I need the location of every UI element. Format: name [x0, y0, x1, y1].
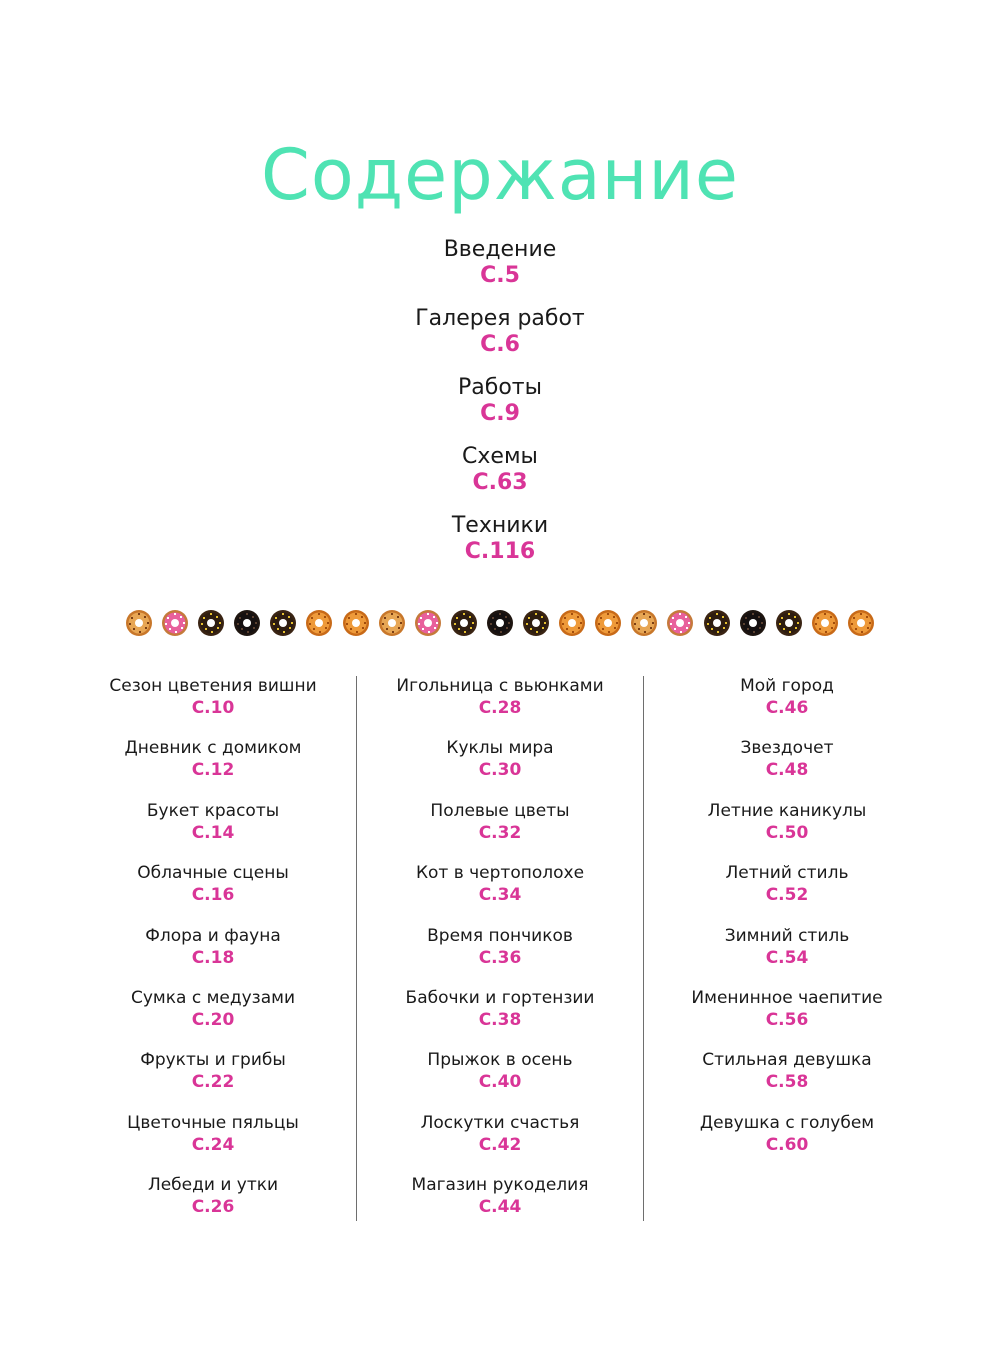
toc-entry-page: С.20	[191, 1009, 235, 1030]
toc-entry[interactable]	[644, 926, 930, 988]
toc-entry-page: С.52	[765, 885, 809, 906]
toc-entry-gallery[interactable]	[0, 305, 1000, 374]
toc-entry-title: Фрукты и грибы	[140, 1050, 286, 1071]
toc-entry-title: Сезон цветения вишни	[109, 676, 317, 696]
donut-icon	[594, 609, 622, 637]
toc-entry-page: С.28	[478, 698, 522, 718]
toc-entry-page: С.22	[191, 1072, 235, 1093]
toc-entry-page: С.26	[191, 1197, 235, 1218]
toc-entry-title: Букет красоты	[146, 800, 280, 821]
toc-entry-page: С.42	[478, 1134, 522, 1155]
donut-icon	[486, 609, 514, 637]
donut-icon	[125, 609, 153, 637]
toc-entry[interactable]	[644, 1113, 930, 1175]
toc-entry-title: Введение	[443, 237, 557, 262]
toc-entry-title: Мой город	[740, 676, 834, 696]
toc-entry-title: Лоскутки счастья	[420, 1112, 580, 1133]
toc-entry-page: С.24	[191, 1134, 235, 1155]
toc-entry[interactable]	[70, 676, 356, 738]
toc-entry[interactable]	[357, 1050, 643, 1112]
toc-entry-title: Схемы	[462, 444, 538, 469]
toc-columns	[70, 676, 930, 1221]
donut-icon	[342, 609, 370, 637]
toc-entry-techniques[interactable]	[0, 512, 1000, 581]
toc-entry-title: Сумка с медузами	[130, 987, 296, 1008]
toc-entry-page: С.38	[478, 1009, 522, 1030]
toc-entry[interactable]	[644, 738, 930, 800]
toc-entry-title: Кот в чертополохе	[415, 863, 585, 884]
toc-entry-title: Галерея работ	[415, 306, 585, 331]
donut-icon	[811, 609, 839, 637]
toc-entry-page: С.18	[191, 947, 235, 968]
page-title: Содержание	[261, 134, 739, 216]
toc-entry-page: С.10	[191, 698, 235, 718]
toc-entry[interactable]	[357, 863, 643, 925]
toc-entry[interactable]	[357, 988, 643, 1050]
toc-entry-page: С.54	[765, 947, 809, 968]
toc-entry[interactable]	[644, 988, 930, 1050]
donut-icon	[739, 609, 767, 637]
toc-entry[interactable]	[644, 801, 930, 863]
toc-entry-title: Дневник с домиком	[124, 738, 302, 759]
toc-entry-page: С.14	[191, 822, 235, 843]
toc-entry-title: Звездочет	[740, 738, 834, 759]
toc-entry-page: С.60	[765, 1134, 809, 1155]
toc-entry[interactable]	[644, 863, 930, 925]
toc-entry-works[interactable]	[0, 374, 1000, 443]
toc-entry-page: С.63	[472, 470, 528, 495]
toc-entry-title: Именинное чаепитие	[691, 987, 883, 1008]
toc-entry-title: Куклы мира	[446, 738, 554, 759]
toc-entry-page: С.36	[478, 947, 522, 968]
toc-entry-title: Магазин рукоделия	[411, 1175, 589, 1196]
toc-entry-schemes[interactable]	[0, 443, 1000, 512]
toc-entry[interactable]	[70, 738, 356, 800]
donut-icon	[414, 609, 442, 637]
donut-icon	[161, 609, 189, 637]
donut-icon	[450, 609, 478, 637]
toc-entry-title: Летние каникулы	[707, 800, 867, 821]
toc-entry-title: Летний стиль	[725, 863, 849, 884]
toc-entry-title: Лебеди и утки	[147, 1175, 279, 1196]
toc-entry[interactable]	[70, 801, 356, 863]
toc-entry-page: С.50	[765, 822, 809, 843]
toc-entry-title: Зимний стиль	[724, 925, 850, 946]
toc-entry[interactable]	[644, 676, 930, 738]
toc-entry-title: Прыжок в осень	[427, 1050, 573, 1071]
donut-icon	[197, 609, 225, 637]
toc-entry-page: С.6	[480, 332, 520, 357]
toc-entry[interactable]	[70, 863, 356, 925]
toc-entry-title: Цветочные пяльцы	[127, 1112, 299, 1133]
toc-entry[interactable]	[70, 1113, 356, 1175]
toc-column-right	[643, 676, 930, 1221]
toc-entry-title: Игольница с вьюнками	[396, 676, 604, 696]
donut-icon	[558, 609, 586, 637]
donut-divider	[125, 606, 875, 640]
toc-entry[interactable]	[70, 1050, 356, 1112]
toc-entry-page: С.30	[478, 760, 522, 781]
toc-entry-title: Работы	[458, 375, 542, 400]
toc-column-middle	[356, 676, 643, 1221]
donut-icon	[666, 609, 694, 637]
donut-icon	[522, 609, 550, 637]
toc-entry-title: Техники	[451, 513, 549, 538]
toc-entry-page: С.16	[191, 885, 235, 906]
donut-icon	[305, 609, 333, 637]
toc-entry[interactable]	[357, 926, 643, 988]
toc-entry-title: Полевые цветы	[430, 800, 570, 821]
toc-entry-introduction[interactable]	[0, 236, 1000, 305]
toc-entry-title: Облачные сцены	[137, 863, 289, 884]
toc-entry-page: С.40	[478, 1072, 522, 1093]
donut-icon	[269, 609, 297, 637]
toc-entry[interactable]	[70, 926, 356, 988]
toc-entry-title: Девушка с голубем	[699, 1112, 875, 1133]
toc-entry-page: С.46	[765, 698, 809, 718]
toc-entry[interactable]	[357, 738, 643, 800]
donut-icon	[847, 609, 875, 637]
toc-entry-page: С.56	[765, 1009, 809, 1030]
toc-entry[interactable]	[357, 676, 643, 738]
toc-entry-page: С.116	[464, 539, 536, 564]
donut-icon	[775, 609, 803, 637]
toc-entry[interactable]	[357, 1113, 643, 1175]
toc-entry[interactable]	[357, 801, 643, 863]
donut-icon	[233, 609, 261, 637]
toc-entry-page: С.44	[478, 1197, 522, 1218]
toc-entry-page: С.32	[478, 822, 522, 843]
toc-entry-page: С.9	[480, 401, 520, 426]
toc-entry-title: Время пончиков	[427, 925, 573, 946]
toc-entry-title: Стильная девушка	[702, 1050, 872, 1071]
toc-entry-page: С.48	[765, 760, 809, 781]
toc-entry[interactable]	[70, 988, 356, 1050]
main-sections-list	[0, 236, 1000, 581]
toc-entry-page: С.34	[478, 885, 522, 906]
toc-entry-page: С.58	[765, 1072, 809, 1093]
donut-icon	[703, 609, 731, 637]
toc-entry-title: Флора и фауна	[145, 925, 281, 946]
donut-icon	[378, 609, 406, 637]
toc-entry-page: С.5	[480, 263, 520, 288]
toc-entry[interactable]	[70, 1175, 356, 1237]
toc-entry[interactable]	[357, 1175, 643, 1237]
toc-entry-page: С.12	[191, 760, 235, 781]
donut-icon	[630, 609, 658, 637]
toc-entry[interactable]	[644, 1050, 930, 1112]
toc-entry-title: Бабочки и гортензии	[405, 987, 595, 1008]
toc-column-left	[70, 676, 356, 1221]
